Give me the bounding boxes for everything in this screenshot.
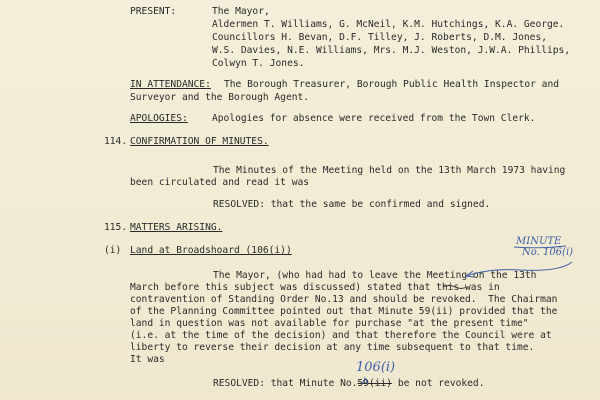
apologies-label: APOLOGIES: [130, 113, 188, 124]
item-115-line-1: The Mayor, (who had had to leave the Meeting on the 13th [213, 270, 537, 281]
item-114-para-1: The Minutes of the Meeting held on the 13th March 1973 having [213, 165, 566, 176]
item-115-line-7: liberty to reverse their decision at any time subsequent to that time. [130, 342, 535, 353]
item-114-resolved: RESOLVED: that the same be confirmed and signed. [213, 199, 491, 210]
resolved-text-start: RESOLVED: that Minute No. [213, 378, 358, 389]
item-114-heading: CONFIRMATION OF MINUTES. [130, 136, 269, 147]
resolved-struck-minute: 59(ii) [357, 378, 393, 389]
item-114-number: 114. [104, 136, 128, 147]
resolved-text-end: be not revoked. [392, 378, 485, 389]
item-114-para-2: been circulated and read it was [130, 177, 310, 188]
handwritten-correction: 106(i) [356, 360, 396, 375]
item-115-line-8: It was [130, 354, 165, 365]
handwritten-strike-this [443, 286, 467, 289]
item-115-line-2: March before this subject was discussed) stated that this was in [130, 282, 500, 293]
item-115-line-5: land in question was not available for purchase "at the present time" [130, 318, 529, 329]
present-label: PRESENT: [130, 6, 177, 17]
item-115-line-4: of the Planning Committee pointed out that Minute 59(ii) provided that the [130, 306, 558, 317]
present-line-1: The Mayor, [212, 6, 270, 17]
apologies-text: Apologies for absence were received from the Town Clerk. [212, 113, 536, 124]
attendance-label: IN ATTENDANCE: [130, 79, 211, 90]
handwritten-underline [514, 246, 566, 248]
handwritten-arrow [466, 262, 572, 276]
present-line-4: W.S. Davies, N.E. Williams, Mrs. M.J. Weston, J.W.A. Phillips, [212, 45, 571, 56]
item-115-number: 115. [104, 222, 128, 233]
attendance-line-2: Surveyor and the Borough Agent. [130, 92, 310, 103]
item-115-heading: MATTERS ARISING. [130, 222, 223, 233]
present-line-2: Aldermen T. Williams, G. McNeil, K.M. Hutchings, K.A. George. [212, 19, 565, 30]
item-115-line-6: (i.e. at the time of the decision) and that therefore the Council were at [130, 330, 552, 341]
item-115-line-3: contravention of Standing Order No.13 and should be revoked. The Chairman [130, 294, 558, 305]
item-115-sub-number: (i) [104, 245, 122, 256]
handwritten-note-line-2: No. 106(i) [522, 247, 574, 258]
handwritten-note-line-1: MINUTE [516, 236, 562, 247]
present-line-3: Councillors H. Bevan, D.F. Tilley, J. Roberts, D.M. Jones, [212, 32, 548, 43]
handwritten-caret [362, 378, 368, 384]
attendance-line-1: The Borough Treasurer, Borough Public Health Inspector and [224, 79, 560, 90]
present-line-5: Colwyn T. Jones. [212, 58, 305, 69]
item-115-sub-heading: Land at Broadshoard (106(i)) [130, 245, 292, 256]
